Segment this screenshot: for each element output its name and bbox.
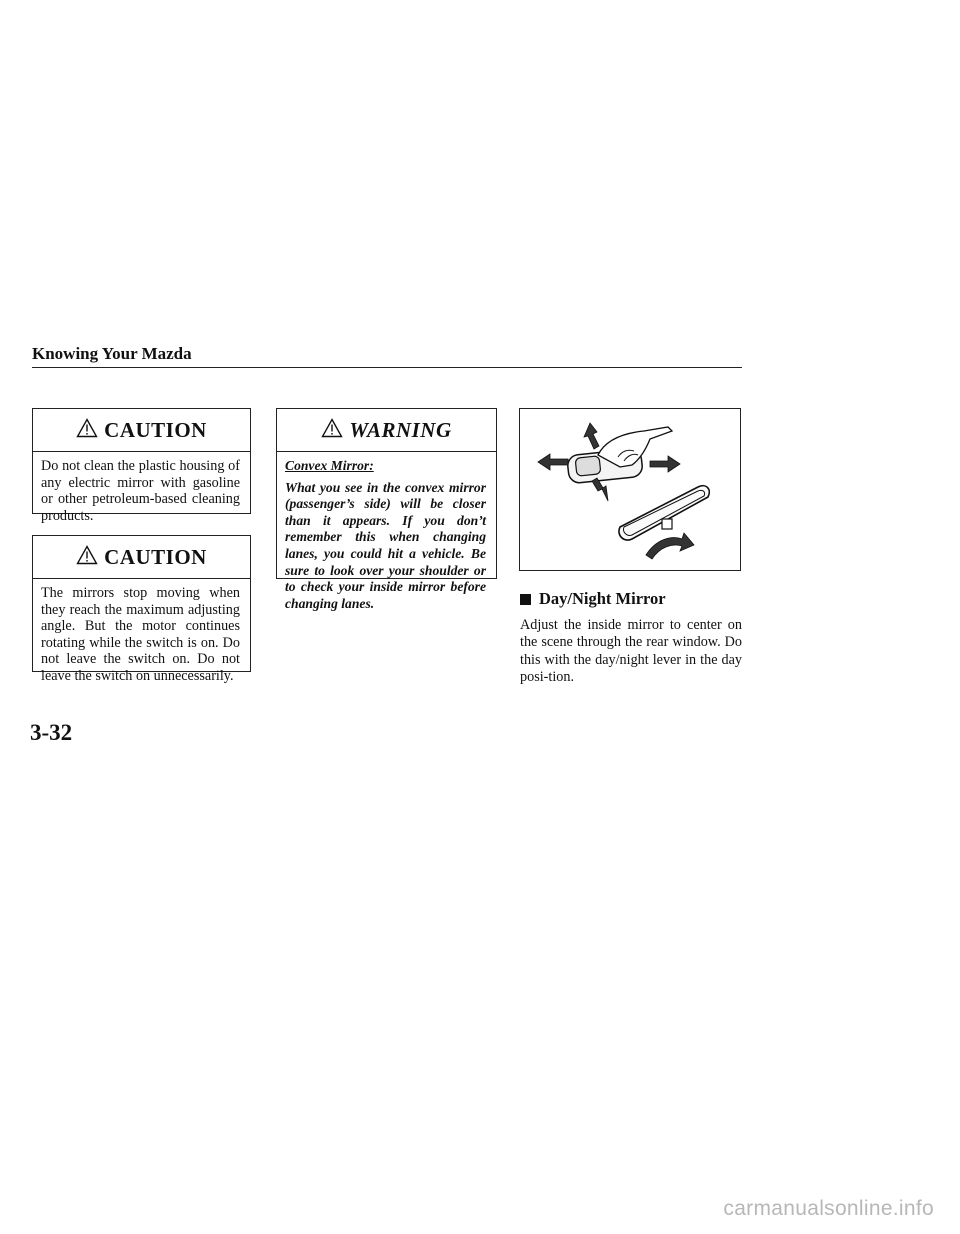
- caution-header: [33, 536, 250, 579]
- day-night-heading-text: Day/Night Mirror: [539, 589, 666, 608]
- caution-title: CAUTION: [104, 544, 207, 569]
- warning-title: WARNING: [349, 417, 452, 442]
- warning-text: What you see in the convex mirror (passenger’s side) will be closer than it appears. If you don’t remember this when changing lanes, you could hit a vehicle. Be sure to look over your shoulder or to check your inside mirror before changing lanes.: [285, 479, 486, 611]
- warning-header: [277, 409, 496, 452]
- warning-triangle-icon: [76, 418, 98, 443]
- header-divider: [32, 367, 742, 368]
- caution-box-cleaning: [32, 408, 251, 524]
- caution-text: The mirrors stop moving when they reach the maximum adjusting angle. But the motor continues rotating while the switch is on. Do not leave the switch on. Do not leave the switch on unnecessarily.: [41, 585, 240, 684]
- caution-title: CAUTION: [104, 417, 207, 442]
- warning-subtitle: Convex Mirror:: [285, 458, 374, 473]
- warning-body: [277, 452, 496, 620]
- warning-box-convex-mirror: [276, 408, 497, 611]
- caution-text: Do not clean the plastic housing of any electric mirror with gasoline or other petroleum-based cleaning products.: [41, 458, 240, 524]
- page-number: 3-32: [30, 720, 73, 745]
- watermark-text: carmanualsonline.info: [723, 1197, 934, 1220]
- flip-arrow-icon: [646, 533, 694, 559]
- rearview-mirror-drawing: [619, 486, 709, 540]
- caution-header: [33, 409, 250, 452]
- caution-box-motor: [32, 535, 251, 684]
- warning-triangle-icon: [321, 418, 343, 443]
- day-night-heading: [520, 589, 666, 609]
- mirror-illustration: [519, 408, 741, 571]
- mirror-adjust-drawing: [567, 427, 672, 484]
- section-title: Knowing Your Mazda: [32, 344, 192, 363]
- warning-triangle-icon: [76, 545, 98, 570]
- bullet-square-icon: [520, 594, 531, 605]
- day-night-paragraph: Adjust the inside mirror to center on the scene through the rear window. Do this with the day/night lever in the day posi-tion.: [520, 617, 742, 686]
